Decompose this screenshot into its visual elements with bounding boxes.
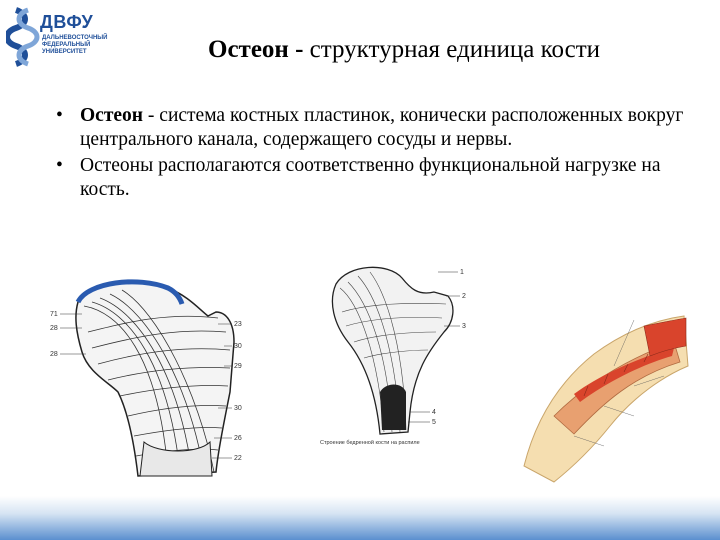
femur-trajectory-figure [48, 272, 260, 490]
bullet-list [56, 104, 686, 204]
bullet-item [56, 104, 686, 152]
femur-label: 30 [234, 343, 242, 350]
section-label: 2 [462, 293, 466, 300]
section-label: 4 [432, 409, 436, 416]
slide-title [208, 36, 688, 64]
bullet-item [56, 154, 686, 202]
bullet-text: Остеоны располагаются соответственно функциональной нагрузке на кость. [80, 155, 661, 200]
logo-subtitle: ДАЛЬНЕВОСТОЧНЫЙ ФЕДЕРАЛЬНЫЙ УНИВЕРСИТЕТ [42, 35, 108, 55]
title-bold: Остеон - [208, 36, 304, 63]
section-label: 3 [462, 323, 466, 330]
section-caption: Строение бедренной кости на распиле [320, 440, 420, 446]
university-logo [6, 4, 108, 74]
femur-label: 23 [234, 321, 242, 328]
bullet-dot-icon: • [56, 105, 63, 126]
section-label: 5 [432, 419, 436, 426]
bullet-text: - система костных пластинок, конически расположенных вокруг центрального канала, содержащего сосуды и нервы. [80, 105, 684, 150]
femur-section-figure [318, 262, 470, 484]
bullet-bold: Остеон [80, 105, 144, 126]
footer-band [0, 496, 720, 540]
femur-label: 28 [50, 325, 58, 332]
logo-name: ДВФУ [40, 12, 94, 32]
femur-label: 29 [234, 363, 242, 370]
bullet-dot-icon: • [56, 155, 63, 176]
dvfu-logo-icon [6, 4, 40, 68]
section-label: 1 [460, 269, 464, 276]
femur-label: 71 [50, 311, 58, 318]
femur-label: 30 [234, 405, 242, 412]
title-rest: структурная единица кости [309, 36, 601, 63]
femur-label: 22 [234, 455, 242, 462]
osteon-bone-figure [514, 306, 692, 488]
femur-label: 26 [234, 435, 242, 442]
femur-label: 28 [50, 351, 58, 358]
